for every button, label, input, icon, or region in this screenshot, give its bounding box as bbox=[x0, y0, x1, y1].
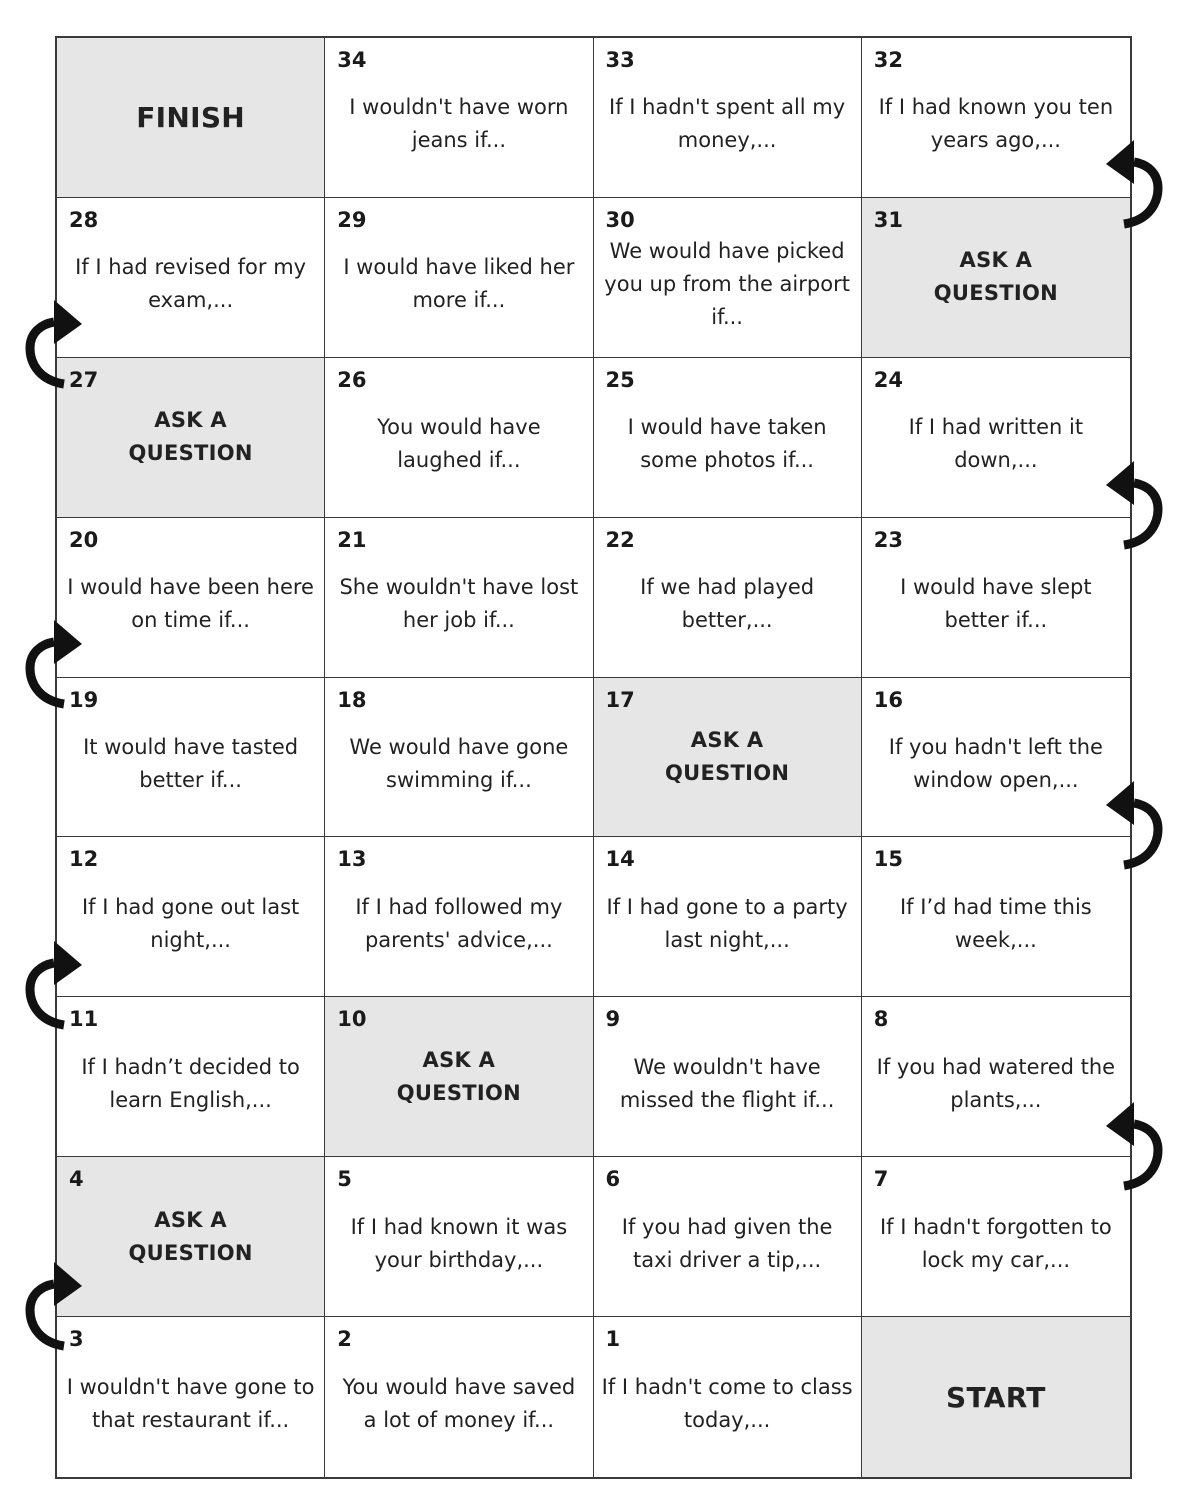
square-number: 2 bbox=[337, 1327, 352, 1352]
square-number: 14 bbox=[605, 847, 635, 872]
board-square bbox=[862, 38, 1130, 198]
square-prompt: If I had gone to a party last night,... bbox=[606, 894, 848, 952]
curved-turn-arrow-icon bbox=[24, 296, 88, 392]
board-square bbox=[862, 837, 1130, 997]
square-prompt: If I hadn't come to class today,... bbox=[601, 1375, 853, 1433]
board-square bbox=[594, 198, 862, 358]
ask-a-question-label: ASK A QUESTION bbox=[128, 408, 253, 466]
square-number: 29 bbox=[337, 207, 367, 232]
board-square bbox=[325, 1157, 593, 1317]
square-prompt: If I had followed my parents' advice,... bbox=[355, 894, 563, 952]
board-square bbox=[57, 837, 325, 997]
square-number: 26 bbox=[337, 367, 367, 392]
ask-a-question-label: ASK A QUESTION bbox=[933, 248, 1059, 306]
curved-turn-arrow-icon bbox=[1100, 777, 1164, 873]
square-number: 10 bbox=[337, 1007, 367, 1032]
ask-a-question-label: ASK A QUESTION bbox=[664, 727, 790, 785]
square-number: 7 bbox=[873, 1167, 889, 1192]
curved-turn-arrow-icon bbox=[24, 616, 88, 712]
square-number: 19 bbox=[69, 687, 99, 712]
board-square bbox=[862, 518, 1130, 678]
square-number: 30 bbox=[605, 207, 635, 232]
board-square bbox=[325, 38, 593, 198]
square-number: 1 bbox=[605, 1327, 621, 1352]
square-prompt: I would have liked her more if... bbox=[343, 255, 575, 313]
square-prompt: FINISH bbox=[136, 100, 246, 134]
square-prompt: If I had known you ten years ago,... bbox=[878, 95, 1114, 153]
board-square bbox=[862, 198, 1130, 358]
square-number: 3 bbox=[69, 1327, 84, 1352]
square-prompt: If I had written it down,... bbox=[908, 415, 1084, 473]
board-square bbox=[325, 358, 593, 518]
curved-turn-arrow-icon bbox=[24, 937, 88, 1033]
square-number: 33 bbox=[605, 48, 635, 72]
board-square bbox=[862, 358, 1130, 518]
square-number: 23 bbox=[873, 527, 903, 552]
square-prompt: START bbox=[946, 1380, 1046, 1414]
square-prompt: If you had watered the plants,... bbox=[876, 1054, 1116, 1112]
square-number: 11 bbox=[69, 1007, 99, 1032]
square-number: 18 bbox=[337, 687, 367, 712]
board-square bbox=[325, 1317, 593, 1477]
board-square bbox=[594, 997, 862, 1157]
square-number: 5 bbox=[337, 1167, 352, 1192]
finish-square bbox=[57, 38, 325, 198]
board-square bbox=[594, 678, 862, 838]
square-number: 27 bbox=[69, 367, 99, 392]
square-prompt: I wouldn't have gone to that restaurant if... bbox=[66, 1375, 315, 1433]
square-prompt: If I hadn't spent all my money,... bbox=[609, 95, 846, 153]
board-square bbox=[594, 1157, 862, 1317]
board-square bbox=[862, 997, 1130, 1157]
board-square bbox=[862, 678, 1130, 838]
square-number: 24 bbox=[873, 367, 903, 392]
board-square bbox=[57, 1317, 325, 1477]
square-prompt: I wouldn't have worn jeans if... bbox=[349, 95, 569, 153]
board-square bbox=[594, 38, 862, 198]
square-prompt: It would have tasted better if... bbox=[83, 734, 299, 792]
square-number: 12 bbox=[69, 847, 99, 872]
square-number: 31 bbox=[873, 207, 903, 232]
board-square bbox=[57, 518, 325, 678]
ask-a-question-label: ASK A QUESTION bbox=[396, 1047, 522, 1105]
square-number: 22 bbox=[605, 527, 635, 552]
board-square bbox=[57, 1157, 325, 1317]
square-number: 20 bbox=[69, 527, 99, 552]
square-number: 25 bbox=[605, 367, 635, 392]
curved-turn-arrow-icon bbox=[1100, 136, 1164, 232]
ask-a-question-label: ASK A QUESTION bbox=[128, 1207, 253, 1265]
square-number: 13 bbox=[337, 847, 367, 872]
square-prompt: If you hadn't left the window open,... bbox=[888, 734, 1103, 792]
game-board bbox=[55, 36, 1132, 1479]
square-prompt: I would have slept better if... bbox=[900, 575, 1092, 633]
board-square bbox=[325, 678, 593, 838]
square-prompt: If I had gone out last night,... bbox=[81, 894, 300, 952]
square-prompt: If I had revised for my exam,... bbox=[75, 255, 307, 313]
board-square bbox=[594, 837, 862, 997]
curved-turn-arrow-icon bbox=[24, 1258, 88, 1354]
board-square bbox=[594, 358, 862, 518]
board-square bbox=[57, 358, 325, 518]
square-prompt: We would have gone swimming if... bbox=[349, 734, 569, 792]
square-prompt: You would have saved a lot of money if... bbox=[342, 1375, 576, 1433]
square-number: 16 bbox=[873, 687, 903, 712]
square-number: 6 bbox=[605, 1167, 621, 1192]
square-number: 9 bbox=[605, 1007, 621, 1032]
board-square bbox=[57, 997, 325, 1157]
square-number: 17 bbox=[605, 687, 635, 712]
square-prompt: If I’d had time this week,... bbox=[899, 894, 1092, 952]
board-square bbox=[325, 837, 593, 997]
board-square bbox=[57, 678, 325, 838]
curved-turn-arrow-icon bbox=[1100, 457, 1164, 553]
square-number: 32 bbox=[873, 48, 903, 72]
square-number: 21 bbox=[337, 527, 367, 552]
square-prompt: If we had played better,... bbox=[640, 575, 815, 633]
square-prompt: You would have laughed if... bbox=[377, 415, 541, 473]
square-number: 28 bbox=[69, 207, 99, 232]
board-square bbox=[325, 198, 593, 358]
square-prompt: I would have taken some photos if... bbox=[627, 415, 827, 473]
start-square bbox=[862, 1317, 1130, 1477]
board-square bbox=[862, 1157, 1130, 1317]
board-square bbox=[325, 518, 593, 678]
square-number: 34 bbox=[337, 48, 367, 72]
square-prompt: She wouldn't have lost her job if... bbox=[339, 575, 579, 633]
board-square bbox=[594, 1317, 862, 1477]
square-number: 8 bbox=[873, 1007, 889, 1032]
square-prompt: We would have picked you up from the airport if... bbox=[604, 238, 850, 329]
square-prompt: If I had known it was your birthday,... bbox=[350, 1214, 568, 1272]
square-prompt: If I hadn’t decided to learn English,... bbox=[81, 1054, 300, 1112]
square-number: 4 bbox=[69, 1167, 84, 1192]
square-number: 15 bbox=[873, 847, 903, 872]
board-square bbox=[594, 518, 862, 678]
board-square bbox=[325, 997, 593, 1157]
square-prompt: If I hadn't forgotten to lock my car,... bbox=[879, 1214, 1112, 1272]
square-prompt: If you had given the taxi driver a tip,... bbox=[621, 1214, 833, 1272]
square-prompt: We wouldn't have missed the flight if... bbox=[619, 1054, 835, 1112]
curved-turn-arrow-icon bbox=[1100, 1098, 1164, 1194]
board-square bbox=[57, 198, 325, 358]
square-prompt: I would have been here on time if... bbox=[67, 575, 314, 633]
